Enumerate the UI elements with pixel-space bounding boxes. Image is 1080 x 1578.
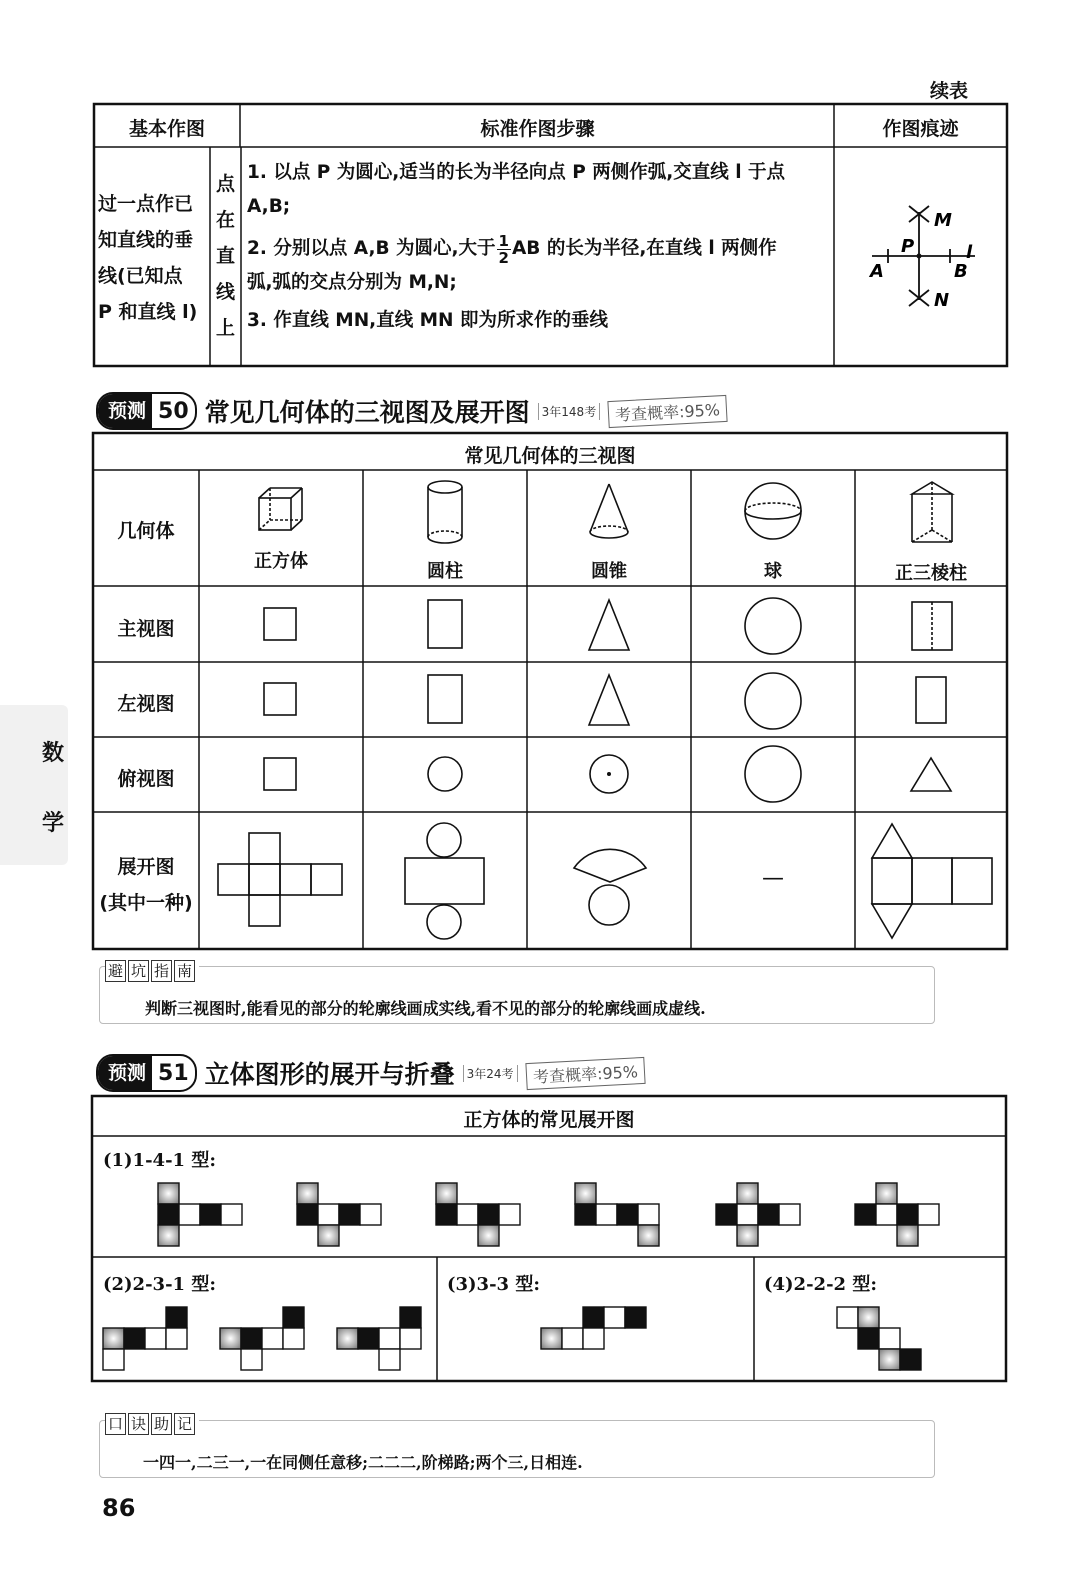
net-face xyxy=(318,1225,339,1246)
net-face xyxy=(379,1328,400,1349)
label-P: P xyxy=(901,236,915,257)
section50-title: 常见几何体的三视图及展开图 xyxy=(204,398,530,427)
solid-name-cube: 正方体 xyxy=(254,551,308,572)
net-face xyxy=(337,1328,358,1349)
net-face xyxy=(583,1328,604,1349)
type1-label: (1)1-4-1 型: xyxy=(103,1150,216,1171)
net-face xyxy=(876,1183,897,1204)
net-face xyxy=(837,1307,858,1328)
net-face xyxy=(562,1328,583,1349)
net-face xyxy=(583,1307,604,1328)
type4-label: (4)2-2-2 型: xyxy=(764,1274,877,1295)
prediction-badge-50: 预测 50 xyxy=(96,392,197,430)
net-face xyxy=(158,1204,179,1225)
table3-caption: 正方体的常见展开图 xyxy=(463,1109,635,1131)
net-face xyxy=(283,1307,304,1328)
net-141-a xyxy=(158,1183,242,1246)
net-face xyxy=(262,1328,283,1349)
header-trace: 作图痕迹 xyxy=(882,118,959,140)
net-face xyxy=(918,1204,939,1225)
net-face xyxy=(638,1204,659,1225)
net-face xyxy=(625,1307,646,1328)
net-face xyxy=(575,1183,596,1204)
steps-text: 1. 以点 P 为圆心,适当的长为半径向点 P 两侧作弧,交直线 l 于点 A,B; 2. 分别以点 A,B 为圆心,大于 1 2 AB 的长为半径,在直线 l 两侧作 弧,弧的交点分别为 M,N; 3. 作直线 MN,直线 MN 即为所求作的垂线 xyxy=(247,162,786,331)
net-face xyxy=(360,1204,381,1225)
net-face xyxy=(779,1204,800,1225)
tip-text-1: 判断三视图时,能看见的部分的轮廓线画成实线,看不见的部分的轮廓线画成虚线. xyxy=(145,999,706,1018)
net-face xyxy=(318,1204,339,1225)
net-face xyxy=(221,1204,242,1225)
case-label: 点 在 直 线 上 xyxy=(215,173,235,339)
net-face xyxy=(166,1307,187,1328)
section50-tag: 3年148考 xyxy=(538,403,601,420)
label-M: M xyxy=(934,210,952,231)
solid-name-cone: 圆锥 xyxy=(591,561,627,582)
net-face xyxy=(358,1328,379,1349)
net-face xyxy=(103,1328,124,1349)
net-231-c xyxy=(337,1307,421,1370)
net-face xyxy=(737,1225,758,1246)
net-face xyxy=(457,1204,478,1225)
solid-name-cylinder: 圆柱 xyxy=(427,561,463,582)
label-A: A xyxy=(870,261,884,282)
net-face xyxy=(158,1225,179,1246)
fraction-half: 1 2 xyxy=(498,231,509,267)
continued-label: 续表 xyxy=(930,80,969,102)
net-face xyxy=(103,1349,124,1370)
label-B: B xyxy=(954,261,968,282)
side-tab-char-2: 学 xyxy=(42,811,65,836)
solid-name-prism: 正三棱柱 xyxy=(895,563,967,584)
label-N: N xyxy=(934,290,950,311)
net-face xyxy=(166,1328,187,1349)
net-face xyxy=(758,1204,779,1225)
type3-label: (3)3-3 型: xyxy=(447,1274,540,1295)
section50-probability: 考查概率:95% xyxy=(608,394,728,427)
net-face xyxy=(858,1328,879,1349)
net-face xyxy=(220,1328,241,1349)
net-231-a xyxy=(103,1307,187,1370)
net-face xyxy=(297,1183,318,1204)
net-face xyxy=(897,1204,918,1225)
row-label-solid: 几何体 xyxy=(117,520,175,542)
net-face xyxy=(897,1225,918,1246)
net-face xyxy=(879,1328,900,1349)
tip-label-2: 口 诀 助 记 xyxy=(105,1413,199,1435)
net-141-f xyxy=(855,1183,939,1246)
tip-text-2: 一四一,二三一,一在同侧任意移;二二二,阶梯路;两个三,日相连. xyxy=(143,1453,583,1472)
solid-name-sphere: 球 xyxy=(764,561,782,582)
sphere-net-dash: — xyxy=(762,866,784,891)
net-141-e xyxy=(716,1183,800,1246)
label-l: l xyxy=(966,242,973,263)
net-face xyxy=(297,1204,318,1225)
page-number: 86 xyxy=(102,1494,136,1522)
net-face xyxy=(241,1349,262,1370)
net-face xyxy=(596,1204,617,1225)
net-face xyxy=(478,1225,499,1246)
net-141-b xyxy=(297,1183,381,1246)
net-face xyxy=(436,1204,457,1225)
net-face xyxy=(158,1183,179,1204)
row-title: 过一点作已 知直线的垂 线(已知点 P 和直线 l) xyxy=(98,193,198,323)
net-face xyxy=(858,1307,879,1328)
section51-tag: 3年24考 xyxy=(463,1065,518,1082)
row-label-net-note: (其中一种) xyxy=(99,892,193,914)
net-33 xyxy=(541,1307,646,1349)
subject-side-tab xyxy=(0,705,68,865)
net-face xyxy=(145,1328,166,1349)
net-face xyxy=(499,1204,520,1225)
net-face xyxy=(541,1328,562,1349)
row-label-top: 俯视图 xyxy=(117,768,175,790)
row-label-front: 主视图 xyxy=(117,618,175,640)
net-face xyxy=(876,1204,897,1225)
net-face xyxy=(638,1225,659,1246)
row-label-left: 左视图 xyxy=(117,693,175,715)
table2-caption: 常见几何体的三视图 xyxy=(464,445,636,467)
net-face xyxy=(283,1328,304,1349)
section51-probability: 考查概率:95% xyxy=(525,1056,645,1089)
section51-title: 立体图形的展开与折叠 xyxy=(204,1060,455,1089)
net-face xyxy=(604,1307,625,1328)
net-face xyxy=(716,1204,737,1225)
net-face xyxy=(855,1204,876,1225)
net-face xyxy=(478,1204,499,1225)
net-231-b xyxy=(220,1307,304,1370)
net-face xyxy=(737,1183,758,1204)
net-face xyxy=(400,1307,421,1328)
net-face xyxy=(400,1328,421,1349)
net-face xyxy=(241,1328,262,1349)
header-steps: 标准作图步骤 xyxy=(480,118,595,140)
net-face xyxy=(617,1204,638,1225)
row-label-net: 展开图 xyxy=(117,856,175,878)
net-face xyxy=(124,1328,145,1349)
net-face xyxy=(900,1349,921,1370)
net-face xyxy=(436,1183,457,1204)
prediction-badge-51: 预测 51 xyxy=(96,1054,197,1092)
net-face xyxy=(879,1349,900,1370)
net-face xyxy=(339,1204,360,1225)
net-141-d xyxy=(575,1183,659,1246)
net-222 xyxy=(837,1307,921,1370)
net-face xyxy=(737,1204,758,1225)
header-basic-construction: 基本作图 xyxy=(128,118,205,140)
net-face xyxy=(200,1204,221,1225)
tip-label-1: 避 坑 指 南 xyxy=(105,960,199,982)
type2-label: (2)2-3-1 型: xyxy=(103,1274,216,1295)
net-141-c xyxy=(436,1183,520,1246)
side-tab-char-1: 数 xyxy=(42,741,65,766)
net-face xyxy=(575,1204,596,1225)
net-face xyxy=(379,1349,400,1370)
net-face xyxy=(179,1204,200,1225)
